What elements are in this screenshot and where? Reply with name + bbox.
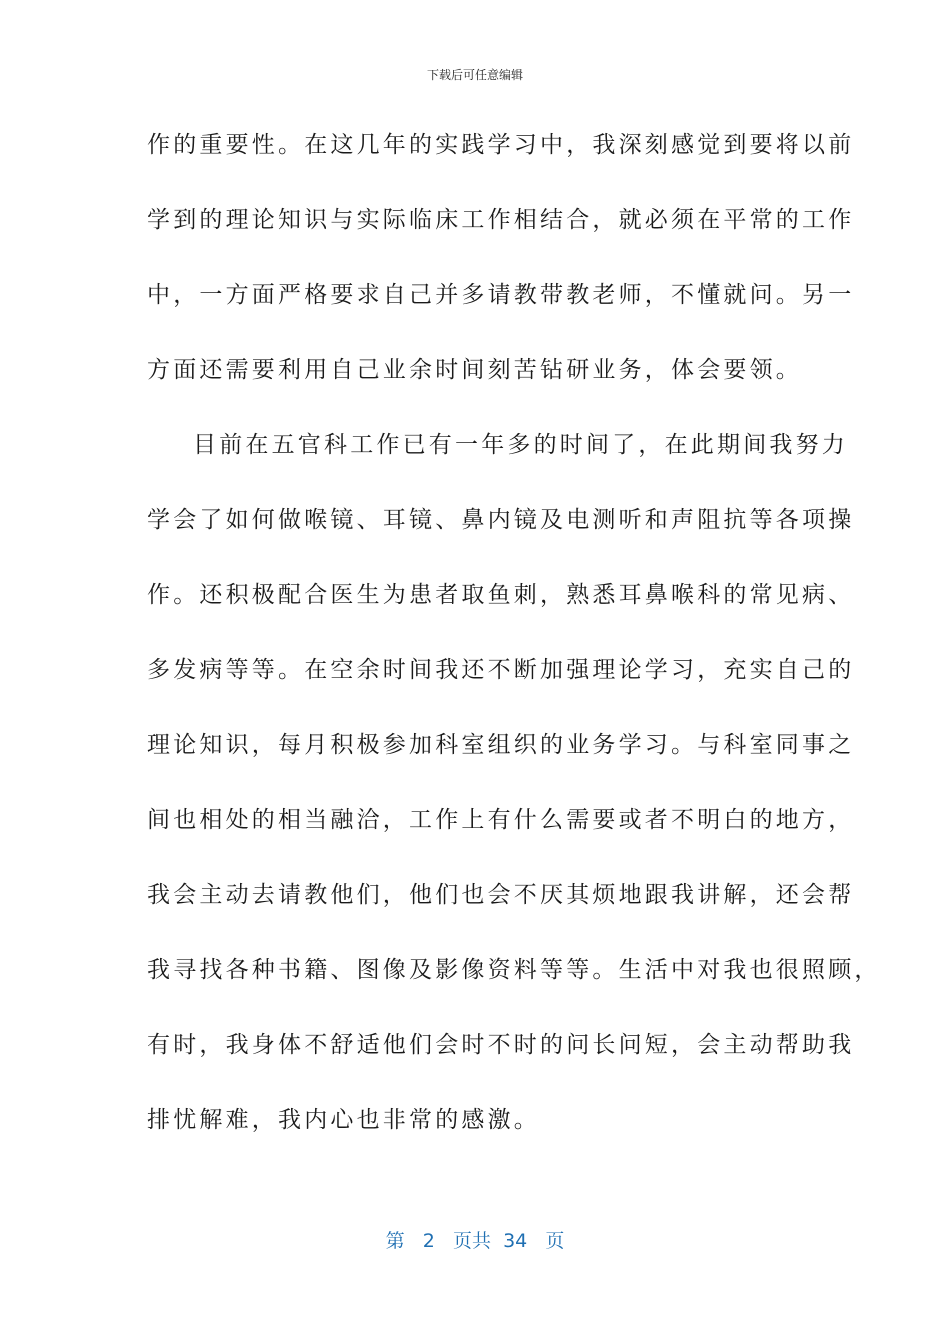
- page-number-footer: [0, 1226, 950, 1253]
- text-line: 我寻找各种书籍、图像及影像资料等等。生活中对我也很照顾，: [147, 957, 881, 983]
- text-line: 有时，我身体不舒适他们会时不时的问长问短，会主动帮助我: [147, 1032, 855, 1058]
- text-line: 中，一方面严格要求自己并多请教带教老师，不懂就问。另一: [147, 282, 855, 308]
- page-middle-text: 页共: [452, 1230, 491, 1252]
- page-suffix: 页: [545, 1230, 565, 1252]
- text-line: 我会主动去请教他们，他们也会不厌其烦地跟我讲解，还会帮: [147, 882, 855, 908]
- paragraph-start-line: 目前在五官科工作已有一年多的时间了，在此期间我努力: [193, 432, 848, 458]
- page-header-note: 下载后可任意编辑: [426, 68, 523, 82]
- text-line: 作的重要性。在这几年的实践学习中，我深刻感觉到要将以前: [147, 132, 855, 158]
- current-page-number: 2: [422, 1230, 435, 1252]
- text-line: 间也相处的相当融洽，工作上有什么需要或者不明白的地方，: [147, 807, 855, 833]
- text-line: 理论知识，每月积极参加科室组织的业务学习。与科室同事之: [147, 732, 855, 758]
- text-line: 作。还积极配合医生为患者取鱼刺，熟悉耳鼻喉科的常见病、: [147, 582, 855, 608]
- text-line: 排忧解难，我内心也非常的感激。: [147, 1107, 540, 1133]
- text-line: 学会了如何做喉镜、耳镜、鼻内镜及电测听和声阻抗等各项操: [147, 507, 855, 533]
- text-line: 方面还需要利用自己业余时间刻苦钻研业务，体会要领。: [147, 357, 802, 383]
- text-line: 学到的理论知识与实际临床工作相结合，就必须在平常的工作: [147, 207, 855, 233]
- text-line: 多发病等等。在空余时间我还不断加强理论学习，充实自己的: [147, 657, 855, 683]
- page-prefix: 第: [385, 1230, 405, 1252]
- total-page-count: 34: [503, 1230, 528, 1252]
